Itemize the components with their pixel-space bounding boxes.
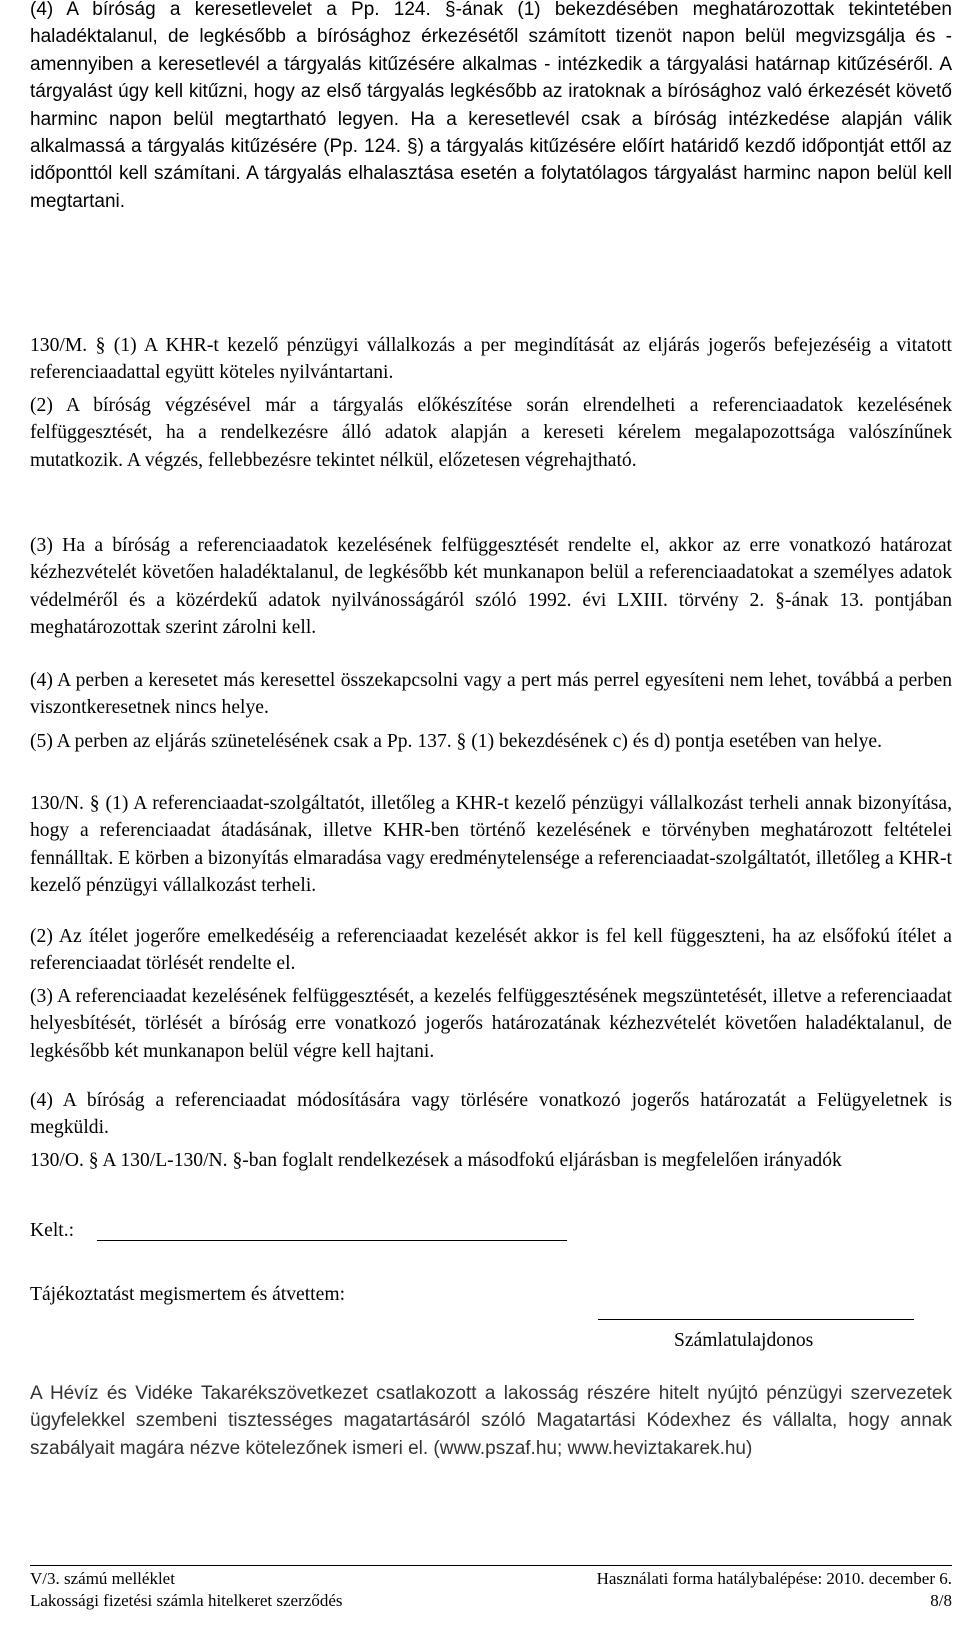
acknowledgement-statement: Tájékoztatást megismertem és átvettem: xyxy=(30,1284,346,1305)
paragraph-130-l-4: (4) A bíróság a keresetlevelet a Pp. 124. §-ának (1) bekezdésében meghatározottak tekintetében haladéktalanul, de legkésőbb a bírósághoz érkezésétől számított tizenöt napon belül megvizsgálja és - amennyiben a keresetlevél a tárgyalás kitűzésére alkalmas - intézkedik a tárgyalási határnap kitűzéséről. A tárgyalást úgy kell kitűzni, hogy az első tárgyalás legkésőbb az iratoknak a bírósághoz való érkezését követő harminc napon belül megtartható legyen. Ha a keresetlevél csak a bíróság intézkedése alapján válik alkalmassá a tárgyalás kitűzésére (Pp. 124. §) a tárgyalás kitűzésére előírt határidő kezdő időpontját ettől az időponttól kell számítani. A tárgyalás elhalasztása esetén a folytatólagos tárgyalást harminc napon belül kell megtartani. xyxy=(30,0,952,212)
signature-line xyxy=(598,1319,914,1320)
paragraph-130-m-3: (3) Ha a bíróság a referenciaadatok kezelésének felfüggesztését rendelte el, akkor az erre vonatkozó határozat kézhezvételét követően haladéktalanul, de legkésőbb két munkanapon belül a referenciaadatokat a személyes adatok védelméről és a közérdekű adatok nyilvánosságáról szóló 1992. évi LXIII. törvény 2. §-ának 13. pontjában meghatározottak szerint zárolni kell. xyxy=(30,535,952,639)
page-number: 8/8 xyxy=(930,1591,952,1610)
paragraph-130-o: 130/O. § A 130/L-130/N. §-ban foglalt rendelkezések a másodfokú eljárásban is megfelelően irányadók xyxy=(30,1150,842,1171)
paragraph-130-n-2: (2) Az ítélet jogerőre emelkedéséig a referenciaadat kezelését akkor is fel kell függeszteni, ha az elsőfokú ítélet a referenciaadat törlését rendelte el. xyxy=(30,926,952,975)
annex-label: V/3. számú melléklet xyxy=(30,1569,175,1588)
code-of-conduct-notice: A Hévíz és Vidéke Takarékszövetkezet csatlakozott a lakosság részére hitelt nyújtó pénzügyi szervezetek ügyfelekkel szembeni tisztességes magatartásáról szóló Magatartási Kódexhez és vállalta, hogy annak szabályait magára nézve kötelezőnek ismeri el. (www.pszaf.hu; www.heviztakarek.hu) xyxy=(30,1383,952,1459)
date-place-label: Kelt.: xyxy=(30,1220,75,1241)
footer-row-1 xyxy=(30,1568,952,1590)
document-title: Lakossági fizetési számla hitelkeret szerződés xyxy=(30,1591,343,1610)
signer-label: Számlatulajdonos xyxy=(674,1330,814,1351)
paragraph-130-m-1: 130/M. § (1) A KHR-t kezelő pénzügyi vállalkozás a per megindítását az eljárás jogerős befejezéséig a vitatott referenciaadattal együtt köteles nyilvántartani. xyxy=(30,335,952,384)
effective-date: Használati forma hatálybalépése: 2010. december 6. xyxy=(596,1569,952,1588)
paragraph-130-n-4: (4) A bíróság a referenciaadat módosítására vagy törlésére vonatkozó jogerős határozatát a Felügyeletnek is megküldi. xyxy=(30,1090,952,1139)
paragraph-130-n-3: (3) A referenciaadat kezelésének felfüggesztését, a kezelés felfüggesztésének megszüntetését, illetve a referenciaadat helyesbítését, törlését a bíróság erre vonatkozó jogerős határozatának kézhezvételét követően haladéktalanul, de legkésőbb két munkanapon belül végre kell hajtani. xyxy=(30,986,952,1062)
paragraph-130-m-4: (4) A perben a keresetet más keresettel összekapcsolni vagy a pert más perrel egyesíteni nem lehet, továbbá a perben viszontkeresetnek nincs helye. xyxy=(30,670,952,719)
footer-row-2 xyxy=(30,1590,952,1612)
paragraph-130-m-5: (5) A perben az eljárás szünetelésének csak a Pp. 137. § (1) bekezdésének c) és d) pontja esetében van helye. xyxy=(30,731,882,752)
paragraph-130-n-1: 130/N. § (1) A referenciaadat-szolgáltatót, illetőleg a KHR-t kezelő pénzügyi vállalkozást terheli annak bizonyítása, hogy a referenciaadat átadásának, illetve KHR-ben történő kezelésének e törvényben meghatározott feltételei fennálltak. E körben a bizonyítás elmaradása vagy eredménytelensége a referenciaadat-szolgáltatót, illetőleg a KHR-t kezelő pénzügyi vállalkozást terheli. xyxy=(30,793,952,897)
footer-divider xyxy=(30,1565,952,1566)
paragraph-130-m-2: (2) A bíróság végzésével már a tárgyalás előkészítése során elrendelheti a referenciaadatok kezelésének felfüggesztését, ha a rendelkezésre álló adatok alapján a kereseti kérelem megalapozottsága valószínűnek mutatkozik. A végzés, fellebbezésre tekintet nélkül, előzetesen végrehajtható. xyxy=(30,395,952,471)
date-place-blank-line xyxy=(97,1240,567,1241)
